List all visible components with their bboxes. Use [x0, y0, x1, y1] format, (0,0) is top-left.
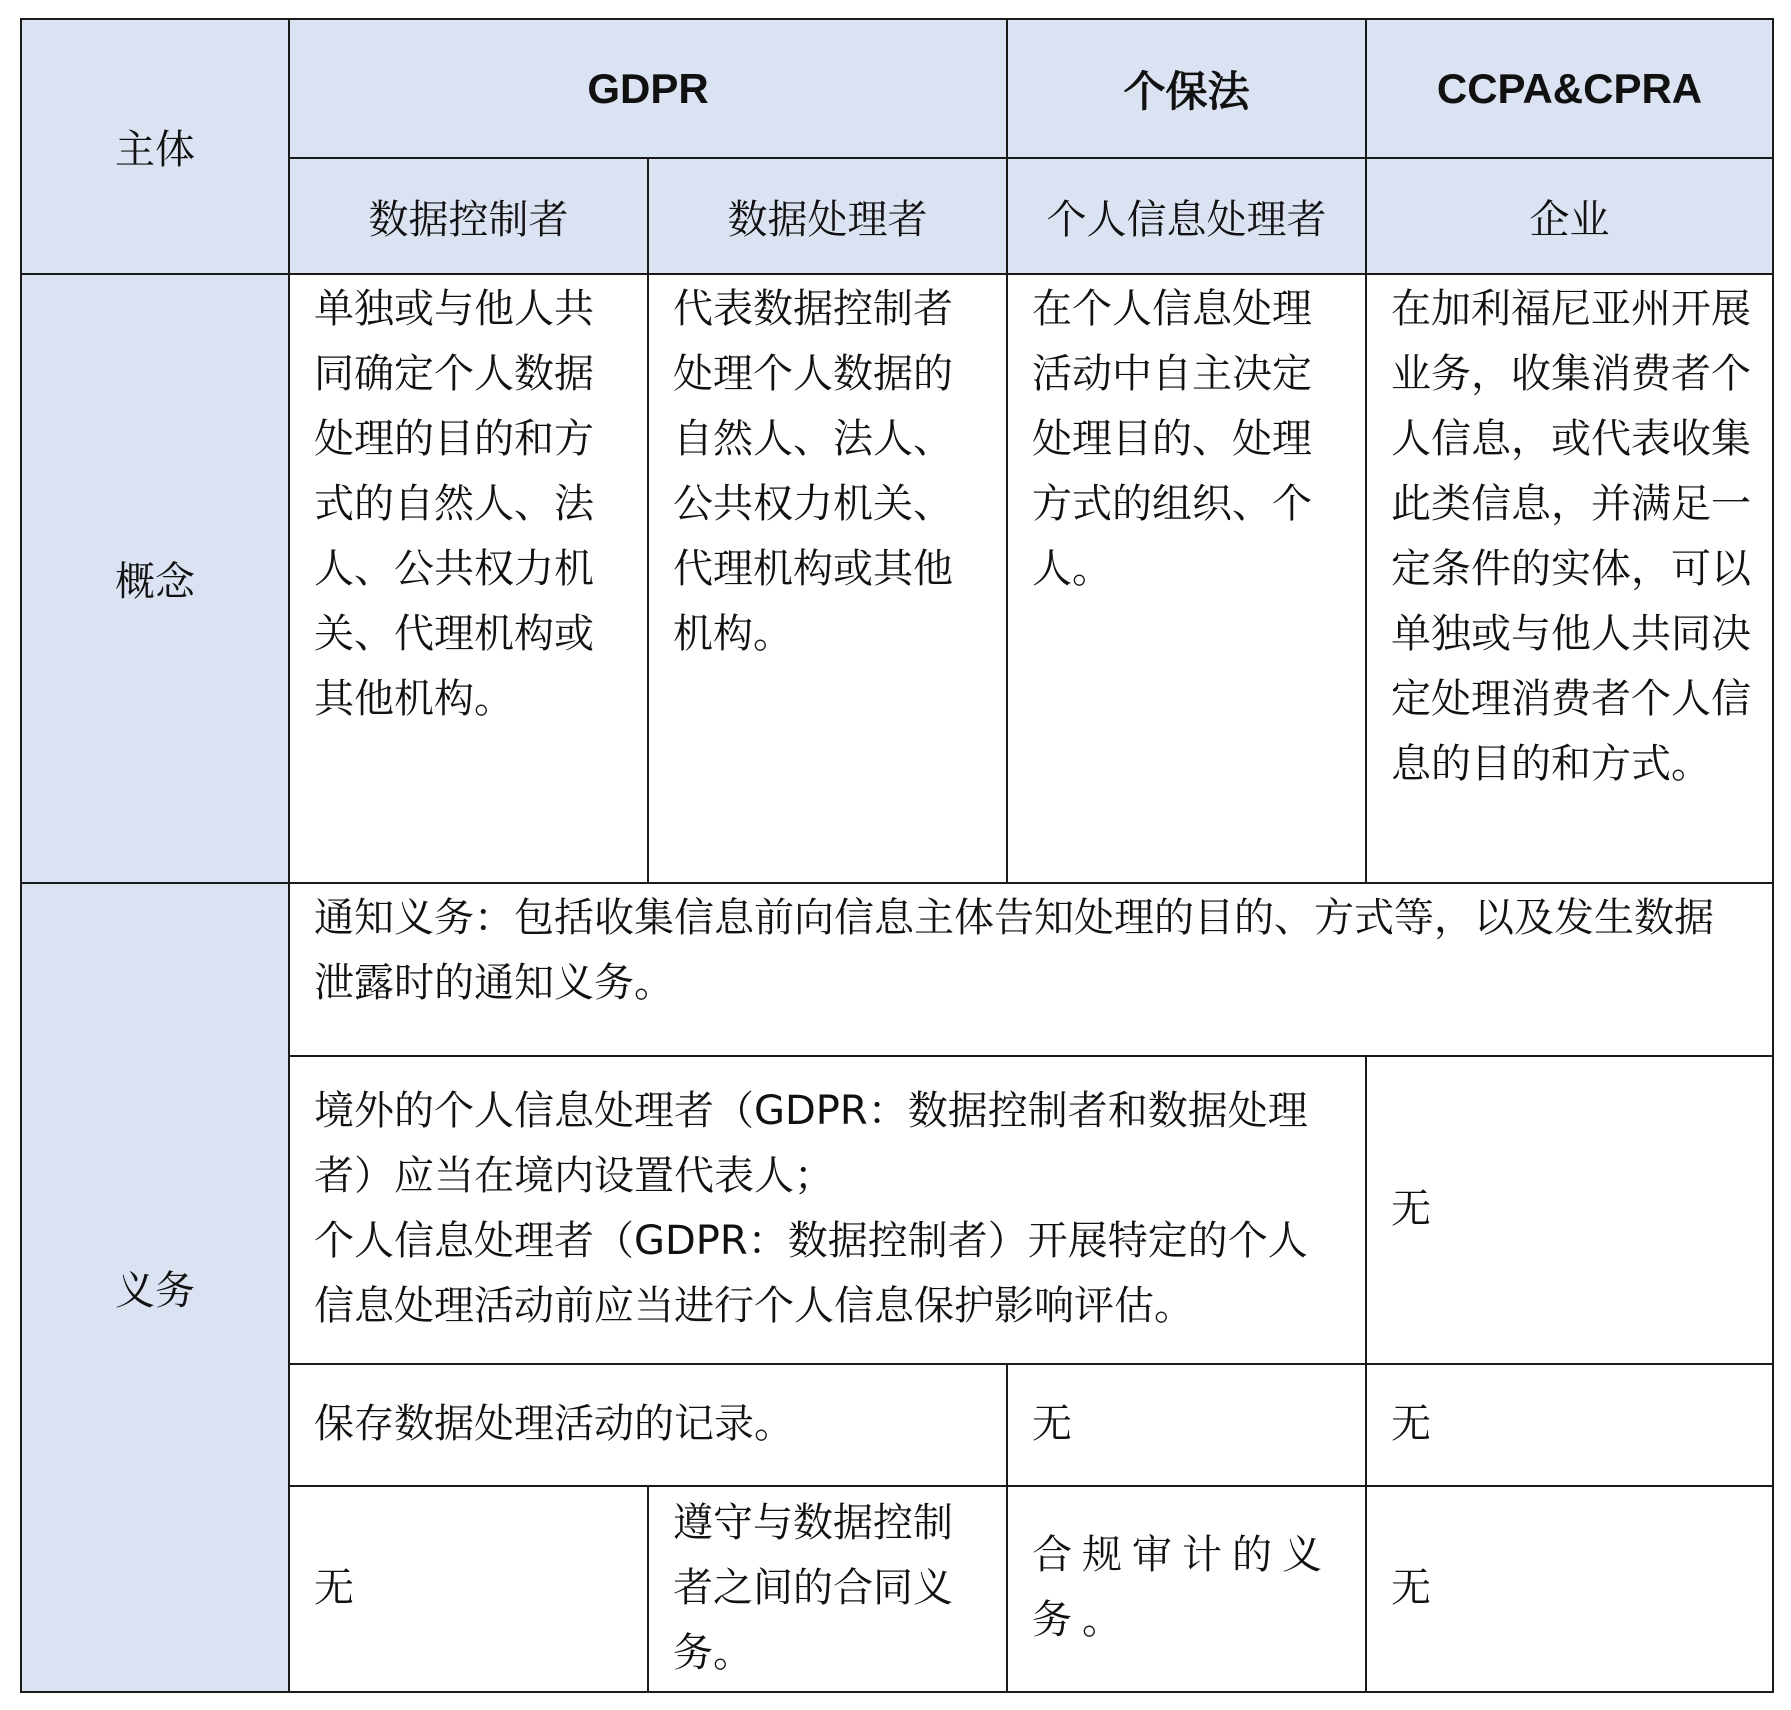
gdpr-header: GDPR — [289, 19, 1007, 158]
concept-label: 概念 — [21, 274, 289, 883]
pipl-header: 个保法 — [1007, 19, 1366, 158]
pi-handler-header: 个人信息处理者 — [1007, 158, 1366, 274]
concept-business: 在加利福尼亚州开展业务，收集消费者个人信息，或代表收集此类信息，并满足一定条件的实体，可以单独或与他人共同决定处理消费者个人信息的目的和方式。 — [1366, 274, 1773, 883]
concept-controller: 单独或与他人共同确定个人数据处理的目的和方式的自然人、法人、公共权力机关、代理机构或其他机构。 — [289, 274, 648, 883]
header-row-1 — [21, 19, 1773, 158]
duty-notice: 通知义务：包括收集信息前向信息主体告知处理的目的、方式等，以及发生数据泄露时的通知义务。 — [289, 883, 1773, 1056]
comparison-table — [20, 18, 1774, 1693]
duty-records-pipl: 无 — [1007, 1364, 1366, 1486]
duty-representative — [289, 1056, 1366, 1364]
processor-header: 数据处理者 — [648, 158, 1007, 274]
duty-records-gdpr: 保存数据处理活动的记录。 — [289, 1364, 1007, 1486]
duty-records-ccpa: 无 — [1366, 1364, 1773, 1486]
duty-representative-ccpa: 无 — [1366, 1056, 1773, 1364]
duty-contract-ccpa: 无 — [1366, 1486, 1773, 1692]
duty-audit-pipl: 合规审计的义务。 — [1007, 1486, 1366, 1692]
controller-header: 数据控制者 — [289, 158, 648, 274]
business-header: 企业 — [1366, 158, 1773, 274]
duties-label: 义务 — [21, 883, 289, 1692]
duty-notice-row — [21, 883, 1773, 1056]
ccpa-header: CCPA&CPRA — [1366, 19, 1773, 158]
concept-processor: 代表数据控制者处理个人数据的自然人、法人、公共权力机关、代理机构或其他机构。 — [648, 274, 1007, 883]
duty-representative-line2: 个人信息处理者（GDPR：数据控制者）开展特定的个人信息处理活动前应当进行个人信息保护影响评估。 — [314, 1218, 1308, 1329]
concept-row — [21, 274, 1773, 883]
subject-header: 主体 — [21, 19, 289, 274]
concept-pi-handler: 在个人信息处理活动中自主决定处理目的、处理方式的组织、个人。 — [1007, 274, 1366, 883]
duty-contract-controller: 无 — [289, 1486, 648, 1692]
duty-contract-processor: 遵守与数据控制者之间的合同义务。 — [648, 1486, 1007, 1692]
duty-representative-line1: 境外的个人信息处理者（GDPR：数据控制者和数据处理者）应当在境内设置代表人； — [314, 1088, 1308, 1199]
